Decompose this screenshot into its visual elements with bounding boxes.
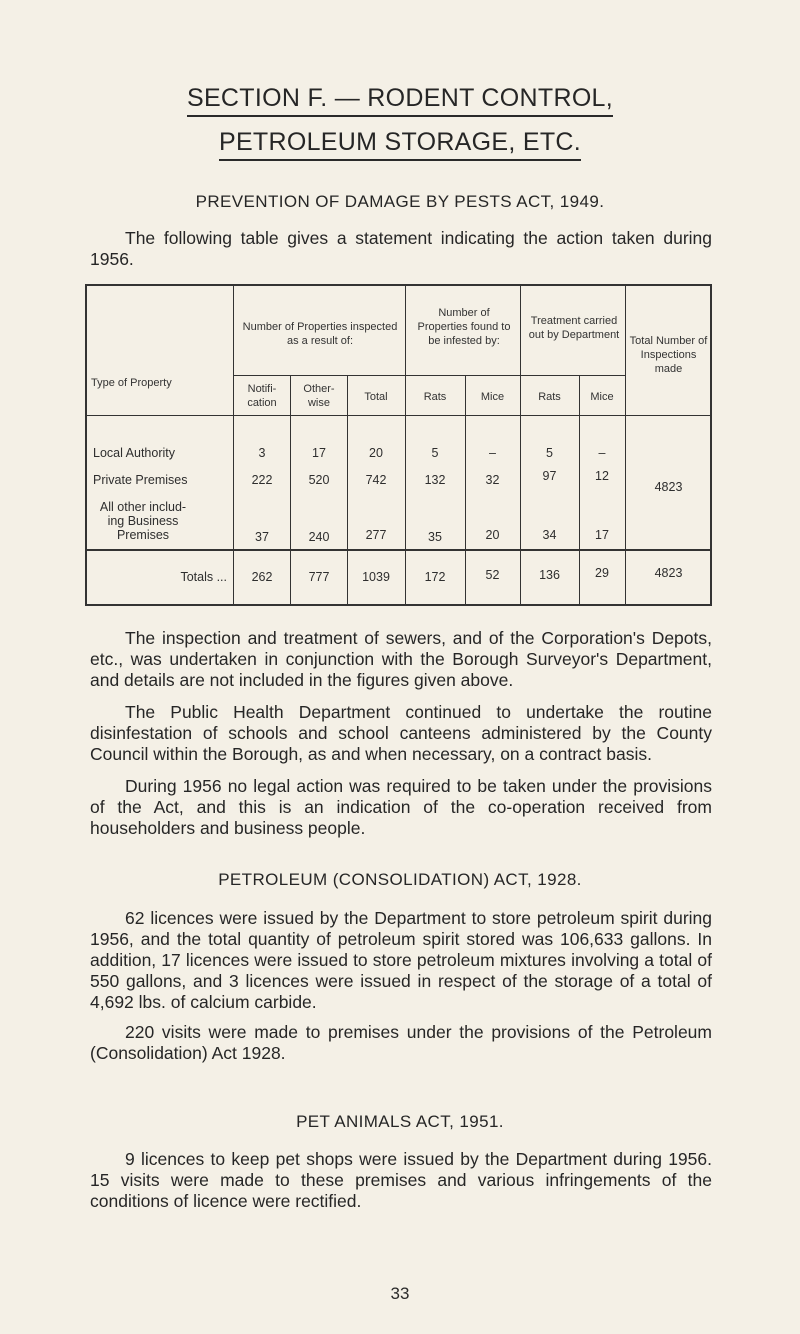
cell-local-rats-infested: 5	[431, 446, 439, 460]
row-label-all-other: All other includ- ing Business Premises	[99, 500, 187, 542]
header-rats-infested: Rats	[423, 391, 447, 403]
row-label-totals: Totals ...	[180, 570, 227, 584]
cell-totals-otherwise: 777	[308, 570, 330, 584]
header-type-of-property: Type of Property	[91, 377, 172, 389]
cell-other-mice-treated: 17	[595, 528, 609, 542]
cell-totals-mice-treated: 29	[595, 566, 609, 580]
cell-other-mice-infested: 20	[485, 528, 500, 542]
cell-private-rats-treated: 97	[542, 469, 557, 483]
paragraph-petroleum-licences: 62 licences were issued by the Department to store petroleum spirit during 1956, and the total quantity of petroleum spirit stored was 106,633 gallons. In addition, 17 licences were issued to store petroleum mixtures involving a total of 550 gallons, and 3 licences were issued in respect of the storage of a total of 4,692 lbs. of calcium carbide.	[90, 908, 712, 1012]
cell-other-notification: 37	[255, 530, 269, 544]
cell-totals-mice-infested: 52	[485, 568, 500, 582]
cell-other-otherwise: 240	[308, 530, 330, 544]
cell-totals-total: 1039	[362, 570, 390, 584]
header-mice-infested: Mice	[480, 391, 505, 403]
cell-local-mice-infested: –	[489, 446, 496, 460]
cell-totals-rats-infested: 172	[424, 570, 446, 584]
cell-private-otherwise: 520	[308, 473, 330, 487]
header-inspected-group: Number of Properties inspected as a result of:	[242, 321, 398, 347]
cell-other-total: 277	[365, 528, 387, 542]
cell-other-rats-infested: 35	[428, 530, 442, 544]
cell-local-otherwise: 17	[312, 446, 326, 460]
paragraph-pet-shops: 9 licences to keep pet shops were issued by the Department during 1956. 15 visits were made to these premises and various infringements of the conditions of licence were rectified.	[90, 1149, 712, 1211]
cell-total-inspections: 4823	[654, 480, 683, 494]
cell-local-rats-treated: 5	[546, 446, 553, 460]
header-mice-treated: Mice	[590, 391, 614, 403]
paragraph-disinfestation: The Public Health Department continued to undertake the routine disinfestation of schools and school canteens administered by the County Council within the Borough, as and when necessary, on a contract basis.	[90, 702, 712, 764]
cell-private-notification: 222	[251, 473, 273, 487]
header-notification: Notifi- cation	[247, 383, 277, 409]
page-number: 33	[390, 1284, 410, 1303]
header-rats-treated: Rats	[538, 391, 561, 403]
row-label-private-premises: Private Premises	[93, 473, 188, 487]
pests-act-heading: PREVENTION OF DAMAGE BY PESTS ACT, 1949.	[195, 192, 605, 211]
cell-private-mice-infested: 32	[485, 473, 500, 487]
pet-animals-act-heading: PET ANIMALS ACT, 1951.	[296, 1112, 504, 1131]
petroleum-act-heading: PETROLEUM (CONSOLIDATION) ACT, 1928.	[218, 870, 582, 889]
cell-private-rats-infested: 132	[424, 473, 446, 487]
header-otherwise: Other- wise	[303, 383, 335, 409]
cell-totals-inspections: 4823	[654, 566, 683, 580]
header-treatment-group: Treatment carried out by Department	[528, 315, 620, 341]
paragraph-legal-action: During 1956 no legal action was required to be taken under the provisions of the Act, and this is an indication of the co-operation received from householders and business people.	[90, 776, 712, 838]
section-title-line-2: PETROLEUM STORAGE, ETC.	[0, 128, 800, 161]
header-total: Total	[364, 391, 388, 403]
table-intro-paragraph: The following table gives a statement indicating the action taken during 1956.	[90, 228, 712, 269]
cell-totals-notification: 262	[251, 570, 273, 584]
row-label-local-authority: Local Authority	[93, 446, 175, 460]
cell-local-notification: 3	[258, 446, 266, 460]
cell-other-rats-treated: 34	[542, 528, 557, 542]
section-title-line-1: SECTION F. — RODENT CONTROL,	[0, 84, 800, 117]
cell-local-mice-treated: –	[598, 446, 606, 460]
header-infested-group: Number of Properties found to be infested by:	[417, 307, 511, 347]
cell-local-total: 20	[369, 446, 383, 460]
cell-private-total: 742	[365, 473, 387, 487]
cell-private-mice-treated: 12	[595, 469, 609, 483]
paragraph-sewers: The inspection and treatment of sewers, and of the Corporation's Depots, etc., was undertaken in conjunction with the Borough Surveyor's Department, and details are not included in the figures given above.	[90, 628, 712, 690]
header-total-inspections: Total Number of Inspections made	[629, 335, 708, 375]
cell-totals-rats-treated: 136	[539, 568, 560, 582]
paragraph-petroleum-visits: 220 visits were made to premises under the provisions of the Petroleum (Consolidation) Act 1928.	[90, 1022, 712, 1063]
rodent-control-table	[85, 284, 712, 606]
